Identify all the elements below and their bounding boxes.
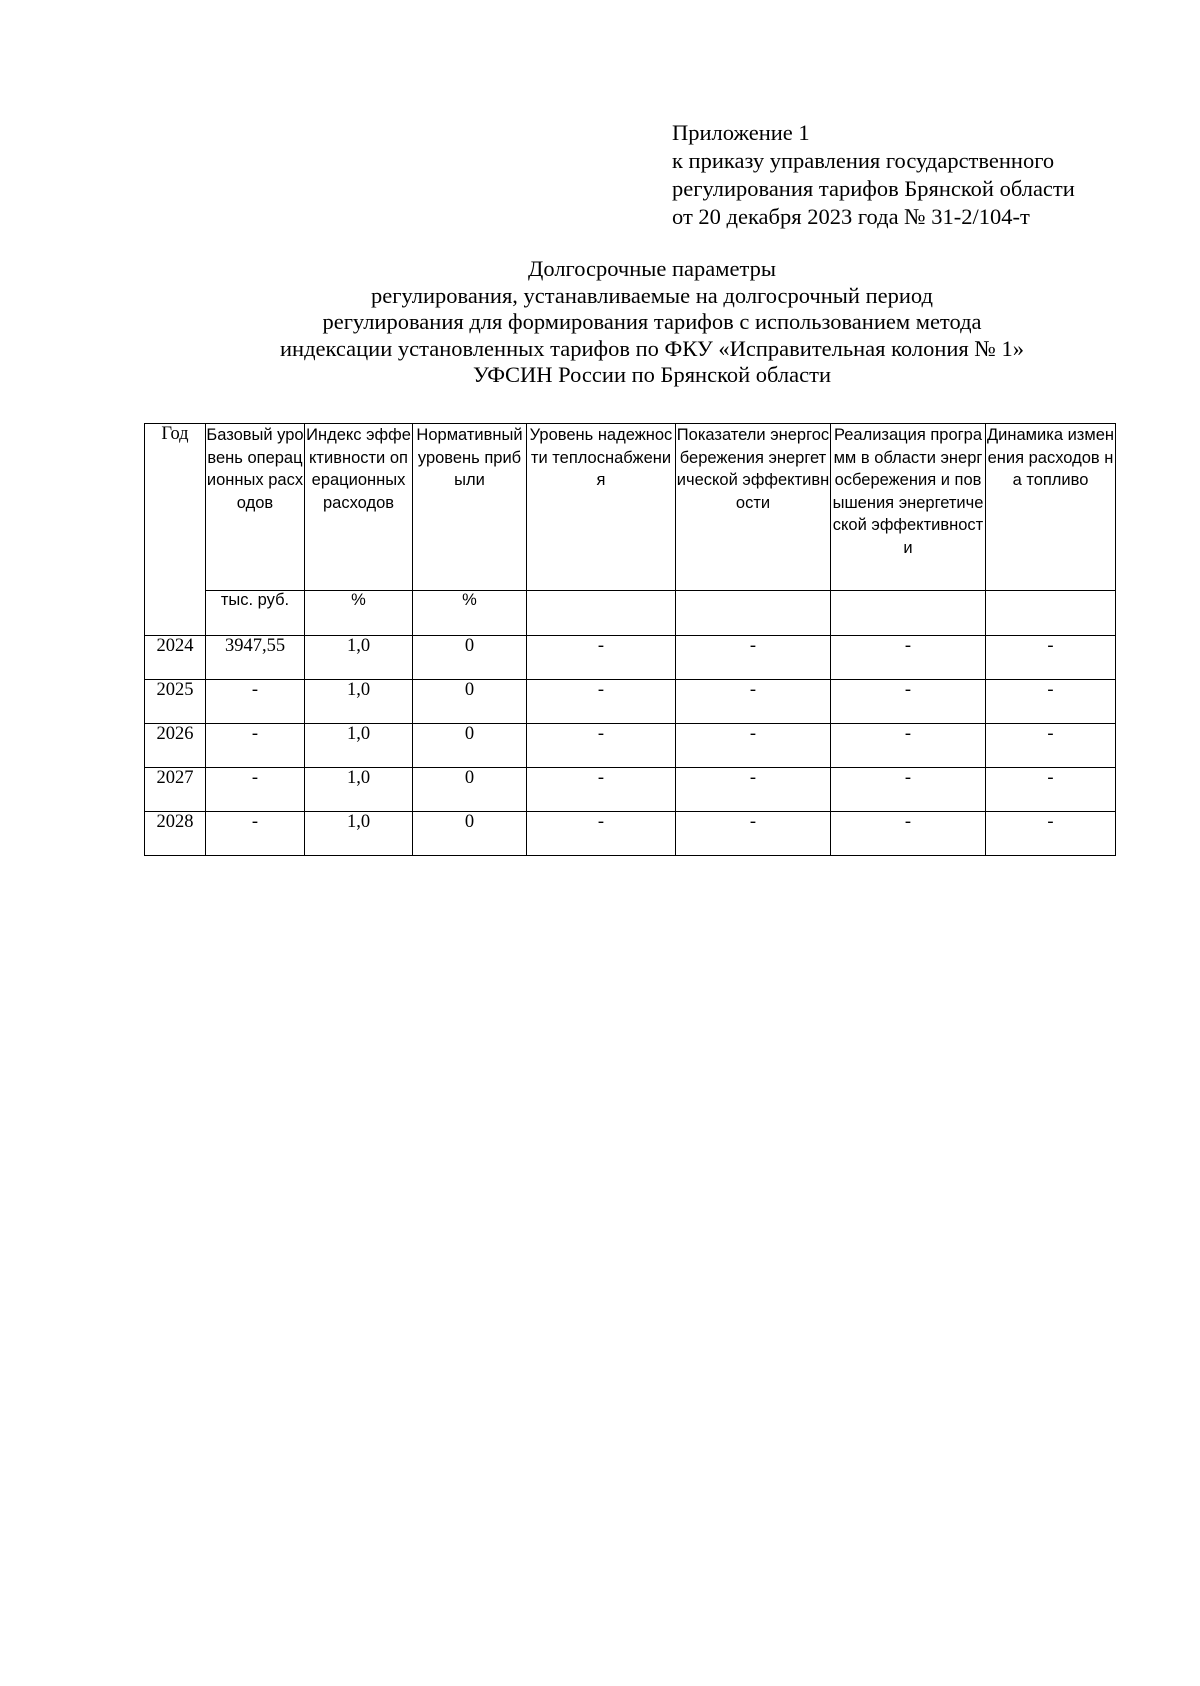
table-row bbox=[145, 680, 1116, 724]
unit-base-opex: тыс. руб. bbox=[206, 591, 305, 636]
title-line-1: Долгосрочные параметры bbox=[528, 256, 776, 281]
cell-profit-level: 0 bbox=[413, 768, 527, 812]
title-line-2: регулирования, устанавливаемые на долгосрочный период bbox=[371, 282, 933, 308]
cell-profit-level: 0 bbox=[413, 812, 527, 856]
cell-profit-level: 0 bbox=[413, 724, 527, 768]
cell-year: 2027 bbox=[145, 768, 206, 812]
cell-profit-level: 0 bbox=[413, 680, 527, 724]
table-row bbox=[145, 768, 1116, 812]
header-energy-saving-indicators: Показатели энергосбережения энергетической эффективности bbox=[676, 424, 831, 591]
cell-profit-level: 0 bbox=[413, 636, 527, 680]
cell-energy-saving-indicators: - bbox=[676, 812, 831, 856]
unit-fuel-dynamics bbox=[986, 591, 1116, 636]
table-row bbox=[145, 812, 1116, 856]
cell-efficiency-index: 1,0 bbox=[305, 768, 413, 812]
annex-block bbox=[672, 119, 1075, 231]
cell-fuel-dynamics: - bbox=[986, 768, 1116, 812]
title-line-4: индексации установленных тарифов по ФКУ «Исправительная колония № 1» bbox=[280, 335, 1024, 361]
header-energy-programs: Реализация программ в области энергосбережения и повышения энергетической эффективности bbox=[831, 424, 986, 591]
cell-reliability: - bbox=[527, 636, 676, 680]
header-reliability: Уровень надежности теплоснабжения bbox=[527, 424, 676, 591]
cell-reliability: - bbox=[527, 680, 676, 724]
cell-fuel-dynamics: - bbox=[986, 636, 1116, 680]
cell-energy-programs: - bbox=[831, 724, 986, 768]
header-base-opex: Базовый уровень операционных расходов bbox=[206, 424, 305, 591]
cell-energy-programs: - bbox=[831, 636, 986, 680]
parameters-table bbox=[144, 423, 1116, 856]
header-year: Год bbox=[145, 424, 206, 636]
cell-base-opex: - bbox=[206, 768, 305, 812]
annex-title: Приложение 1 bbox=[672, 120, 810, 145]
cell-energy-saving-indicators: - bbox=[676, 768, 831, 812]
unit-efficiency-index: % bbox=[305, 591, 413, 636]
header-efficiency-index: Индекс эффективности операционных расходов bbox=[305, 424, 413, 591]
annex-date-number: от 20 декабря 2023 года № 31-2/104-т bbox=[672, 204, 1030, 229]
cell-base-opex: 3947,55 bbox=[206, 636, 305, 680]
cell-year: 2026 bbox=[145, 724, 206, 768]
cell-base-opex: - bbox=[206, 724, 305, 768]
cell-fuel-dynamics: - bbox=[986, 724, 1116, 768]
cell-year: 2024 bbox=[145, 636, 206, 680]
unit-energy-programs bbox=[831, 591, 986, 636]
cell-efficiency-index: 1,0 bbox=[305, 812, 413, 856]
title-line-3: регулирования для формирования тарифов с использованием метода bbox=[322, 309, 982, 334]
cell-year: 2025 bbox=[145, 680, 206, 724]
cell-energy-saving-indicators: - bbox=[676, 724, 831, 768]
cell-base-opex: - bbox=[206, 680, 305, 724]
cell-reliability: - bbox=[527, 768, 676, 812]
unit-energy-saving-indicators bbox=[676, 591, 831, 636]
header-profit-level: Нормативный уровень прибыли bbox=[413, 424, 527, 591]
cell-reliability: - bbox=[527, 724, 676, 768]
header-fuel-dynamics: Динамика изменения расходов на топливо bbox=[986, 424, 1116, 591]
units-row bbox=[145, 591, 1116, 636]
table-row bbox=[145, 636, 1116, 680]
unit-profit-level: % bbox=[413, 591, 527, 636]
cell-efficiency-index: 1,0 bbox=[305, 724, 413, 768]
cell-energy-saving-indicators: - bbox=[676, 636, 831, 680]
cell-energy-programs: - bbox=[831, 680, 986, 724]
cell-energy-programs: - bbox=[831, 768, 986, 812]
cell-base-opex: - bbox=[206, 812, 305, 856]
annex-order-ref: к приказу управления государственного bbox=[672, 148, 1055, 173]
unit-reliability bbox=[527, 591, 676, 636]
cell-energy-saving-indicators: - bbox=[676, 680, 831, 724]
cell-efficiency-index: 1,0 bbox=[305, 636, 413, 680]
cell-efficiency-index: 1,0 bbox=[305, 680, 413, 724]
cell-fuel-dynamics: - bbox=[986, 812, 1116, 856]
document-title bbox=[132, 256, 1172, 389]
annex-authority: регулирования тарифов Брянской области bbox=[672, 176, 1075, 201]
title-line-5: УФСИН России по Брянской области bbox=[473, 362, 831, 387]
cell-year: 2028 bbox=[145, 812, 206, 856]
cell-fuel-dynamics: - bbox=[986, 680, 1116, 724]
header-row bbox=[145, 424, 1116, 591]
table-row bbox=[145, 724, 1116, 768]
cell-reliability: - bbox=[527, 812, 676, 856]
cell-energy-programs: - bbox=[831, 812, 986, 856]
